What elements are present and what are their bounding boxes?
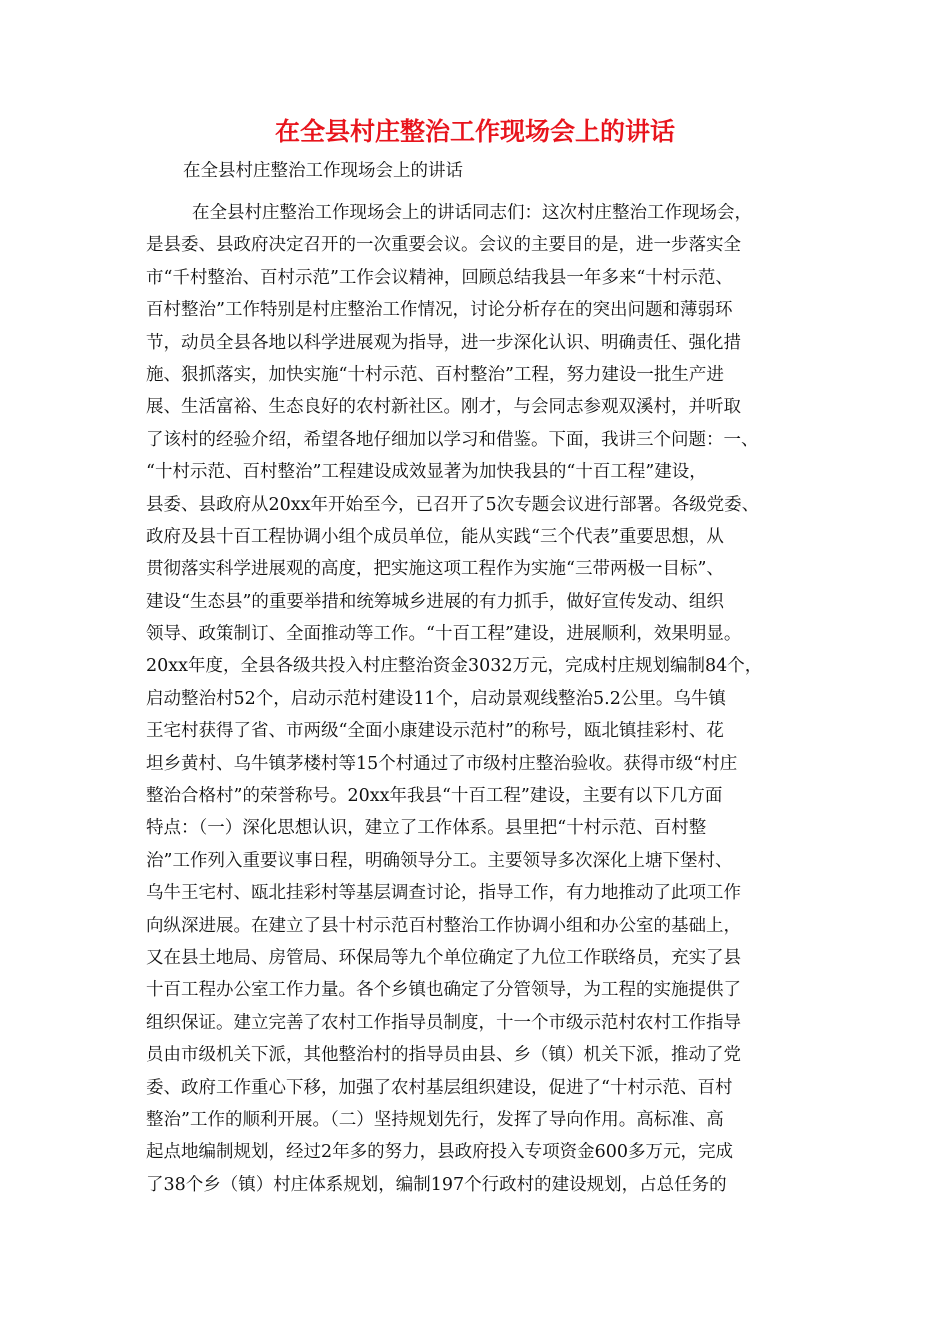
body-line: 政府及县十百工程协调小组个成员单位，能从实践“三个代表”重要思想，从 xyxy=(146,526,724,547)
body-line: 贯彻落实科学进展观的高度，把实施这项工程作为实施“三带两极一目标”、 xyxy=(146,559,724,580)
body-line: 是县委、县政府决定召开的一次重要会议。会议的主要目的是，进一步落实全 xyxy=(146,235,741,256)
body-line: 起点地编制规划，经过2年多的努力，县政府投入专项资金600多万元，完成 xyxy=(146,1142,734,1163)
document-title: 在全县村庄整治工作现场会上的讲话 xyxy=(274,117,675,146)
body-line: 员由市级机关下派，其他整治村的指导员由县、乡（镇）机关下派，推动了党 xyxy=(146,1045,741,1066)
body-line: 整治合格村”的荣誉称号。20xx年我县“十百工程”建设，主要有以下几方面 xyxy=(146,786,723,807)
body-line: 节，动员全县各地以科学进展观为指导，进一步深化认识、明确责任、强化措 xyxy=(146,332,741,353)
document-subtitle: 在全县村庄整治工作现场会上的讲话 xyxy=(183,161,463,181)
body-line: 整治”工作的顺利开展。（二）坚持规划先行，发挥了导向作用。高标准、高 xyxy=(146,1109,724,1130)
body-line: 建设“生态县”的重要举措和统筹城乡进展的有力抓手，做好宣传发动、组织 xyxy=(146,591,724,612)
body-line: 县委、县政府从20xx年开始至今，已召开了5次专题会议进行部署。各级党委、 xyxy=(146,494,760,515)
body-line: 乌牛王宅村、瓯北挂彩村等基层调查讨论，指导工作，有力地推动了此项工作 xyxy=(146,883,741,904)
body-line: 了38个乡（镇）村庄体系规划，编制197个行政村的建设规划，占总任务的 xyxy=(146,1174,727,1195)
body-line: 展、生活富裕、生态良好的农村新社区。刚才，与会同志参观双溪村，并听取 xyxy=(146,397,741,418)
body-line: 委、政府工作重心下移，加强了农村基层组织建设，促进了“十村示范、百村 xyxy=(146,1077,733,1098)
body-line: 十百工程办公室工作力量。各个乡镇也确定了分管领导，为工程的实施提供了 xyxy=(146,980,741,1001)
body-line: 市“千村整治、百村示范”工作会议精神，回顾总结我县一年多来“十村示范、 xyxy=(146,267,733,288)
body-line: 百村整治”工作特别是村庄整治工作情况，讨论分析存在的突出问题和薄弱环 xyxy=(146,300,733,321)
body-line: 又在县土地局、房管局、环保局等九个单位确定了九位工作联络员，充实了县 xyxy=(146,947,741,968)
body-line: 治”工作列入重要议事日程，明确领导分工。主要领导多次深化上塘下堡村、 xyxy=(146,850,733,871)
body-line: 在全县村庄整治工作现场会上的讲话同志们：这次村庄整治工作现场会， xyxy=(192,203,752,223)
body-line: 领导、政策制订、全面推动等工作。“十百工程”建设，进展顺利，效果明显。 xyxy=(146,624,742,645)
body-line: 施、狠抓落实，加快实施“十村示范、百村整治”工程，努力建设一批生产进 xyxy=(146,364,724,385)
body-line: 特点：（一）深化思想认识，建立了工作体系。县里把“十村示范、百村整 xyxy=(146,818,707,839)
body-line: 启动整治村52个，启动示范村建设11个，启动景观线整治5.2公里。乌牛镇 xyxy=(146,688,726,709)
document-body xyxy=(146,197,826,1201)
body-line: 了该村的经验介绍，希望各地仔细加以学习和借鉴。下面，我讲三个问题：一、 xyxy=(146,429,759,450)
body-line: 向纵深进展。在建立了县十村示范百村整治工作协调小组和办公室的基础上， xyxy=(146,915,741,936)
body-line: “十村示范、百村整治”工程建设成效显著为加快我县的“十百工程”建设， xyxy=(146,462,707,483)
body-line: 坦乡黄村、乌牛镇茅楼村等15个村通过了市级村庄整治验收。获得市级“村庄 xyxy=(146,753,738,774)
body-line: 王宅村获得了省、市两级“全面小康建设示范村”的称号，瓯北镇挂彩村、花 xyxy=(146,721,724,742)
body-line: 20xx年度，全县各级共投入村庄整治资金3032万元，完成村庄规划编制84个， xyxy=(146,656,763,677)
body-line: 组织保证。建立完善了农村工作指导员制度，十一个市级示范村农村工作指导 xyxy=(146,1012,741,1033)
